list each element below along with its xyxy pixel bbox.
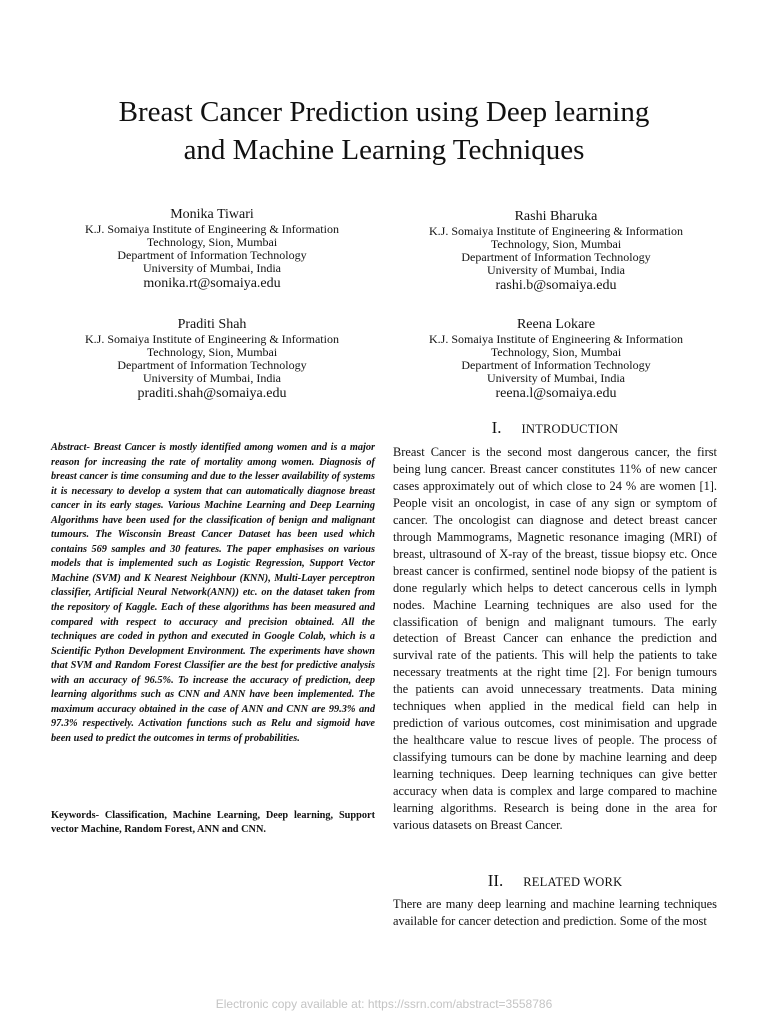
author-institution-line-2: Technology, Sion, Mumbai xyxy=(490,345,622,359)
author-block-3 xyxy=(54,316,370,402)
author-university: University of Mumbai, India xyxy=(143,261,281,275)
section-number: I. xyxy=(491,418,502,437)
author-email[interactable]: rashi.b@somaiya.edu xyxy=(495,278,617,293)
author-name: Rashi Bharuka xyxy=(514,209,598,224)
author-institution-line-2: Technology, Sion, Mumbai xyxy=(146,345,278,359)
author-department: Department of Information Technology xyxy=(461,358,651,372)
author-email[interactable]: praditi.shah@somaiya.edu xyxy=(137,386,287,401)
author-institution: K.J. Somaiya Institute of Engineering & Information xyxy=(429,224,683,238)
author-university: University of Mumbai, India xyxy=(143,371,281,385)
author-institution: K.J. Somaiya Institute of Engineering & Information xyxy=(85,332,339,346)
paper-title xyxy=(70,93,698,169)
introduction-paragraph: Breast Cancer is the second most dangerous cancer, the first being lung cancer. Breast cancer constitutes 11% of new cancer cases approximately out of which close to 24 % are women [1]. People visit an oncologist, in case of any sign or symptom of cancer. The oncologist can diagnose and detect breast cancer through Mammograms, Magnetic resonance imaging (MRI) of breast, ultrasound of X-ray of the breast, tissue biopsy etc. Once breast cancer is confirmed, sentinel node biopsy of the patient is done regularly which helps to detect cancerous cells in lymph nodes. Machine Learning techniques are also used for the classification of benign and malignant tumours. The early detection of Breast Cancer can enhance the prediction and survival rate of the patients. This will help the patients to take necessary treatments at the right time [2]. For benign tumours the patients can avoid unnecessary treatments. Data mining techniques when applied in the medical field can help in prediction of various outcomes, cost minimisation and upgrade the healthcare value to rescue lives of people. The process of classifying tumours can be done by machine learning and deep learning techniques. Deep learning techniques can give better accuracy when data is complex and large compared to machine learning algorithms. Research is being done in the area for various datasets on Breast Cancer. xyxy=(393,445,717,832)
section-number: II. xyxy=(487,871,504,890)
author-institution: K.J. Somaiya Institute of Engineering & Information xyxy=(85,222,339,236)
author-email[interactable]: reena.l@somaiya.edu xyxy=(495,386,617,401)
author-institution: K.J. Somaiya Institute of Engineering & Information xyxy=(429,332,683,346)
author-block-2 xyxy=(398,208,714,294)
keywords-paragraph: Keywords- Classification, Machine Learning, Deep learning, Support vector Machine, Random Forest, ANN and CNN. xyxy=(51,810,375,835)
title-line-2: and Machine Learning Techniques xyxy=(183,134,585,166)
author-institution-line-2: Technology, Sion, Mumbai xyxy=(146,235,278,249)
author-department: Department of Information Technology xyxy=(461,250,651,264)
abstract-paragraph: Abstract- Breast Cancer is mostly identified among women and is a major reason for increasing the rate of mortality among women. Diagnosis of breast cancer is time consuming and due to the lesser availability of systems it is necessary to develop a system that can automatically diagnose breast cancer in its early stages. Various Machine Learning and Deep Learning Algorithms have been used for the classification of benign and malignant tumours. The Wisconsin Breast Cancer Dataset has been used which contains 569 samples and 30 features. The paper emphasises on various models that is implemented such as Logistic Regression, Support Vector Machine (SVM) and K Nearest Neighbour (KNN), Multi-Layer perceptron classifier, Artificial Neural Network(ANN)) etc. on the dataset taken from the repository of Kaggle. Each of these algorithms has been measured and compared with respect to accuracy and precision obtained. All the techniques are coded in python and executed in Google Colab, which is a Scientific Python Development Environment. The experiments have shown that SVM and Random Forest Classifier are the best for predictive analysis with an accuracy of 96.5%. To increase the accuracy of prediction, deep learning algorithms such as CNN and ANN have been implemented. The maximum accuracy obtained in the case of ANN and CNN are 99.3% and 97.3% respectively. Activation functions such as Relu and sigmoid have been used to predict the outcomes in terms of probabilities. xyxy=(51,442,375,744)
author-block-4 xyxy=(398,316,714,402)
section-heading-related-work xyxy=(393,871,717,891)
section-heading-introduction xyxy=(393,418,717,438)
related-work-paragraph: There are many deep learning and machine learning techniques available for cancer detection and prediction. Some of the most xyxy=(393,897,717,928)
section-label: RELATED WORK xyxy=(523,875,623,889)
author-university: University of Mumbai, India xyxy=(487,371,625,385)
author-email[interactable]: monika.rt@somaiya.edu xyxy=(143,276,281,291)
author-institution-line-2: Technology, Sion, Mumbai xyxy=(490,237,622,251)
author-name: Reena Lokare xyxy=(516,317,596,332)
author-block-1 xyxy=(54,206,370,292)
ssrn-footer-link[interactable]: Electronic copy available at: https://ssrn.com/abstract=3558786 xyxy=(215,997,553,1011)
author-department: Department of Information Technology xyxy=(117,248,307,262)
section-label: INTRODUCTION xyxy=(521,422,619,436)
author-name: Monika Tiwari xyxy=(170,207,254,222)
author-department: Department of Information Technology xyxy=(117,358,307,372)
title-line-1: Breast Cancer Prediction using Deep learning xyxy=(118,96,650,128)
author-university: University of Mumbai, India xyxy=(487,263,625,277)
author-name: Praditi Shah xyxy=(177,317,247,332)
